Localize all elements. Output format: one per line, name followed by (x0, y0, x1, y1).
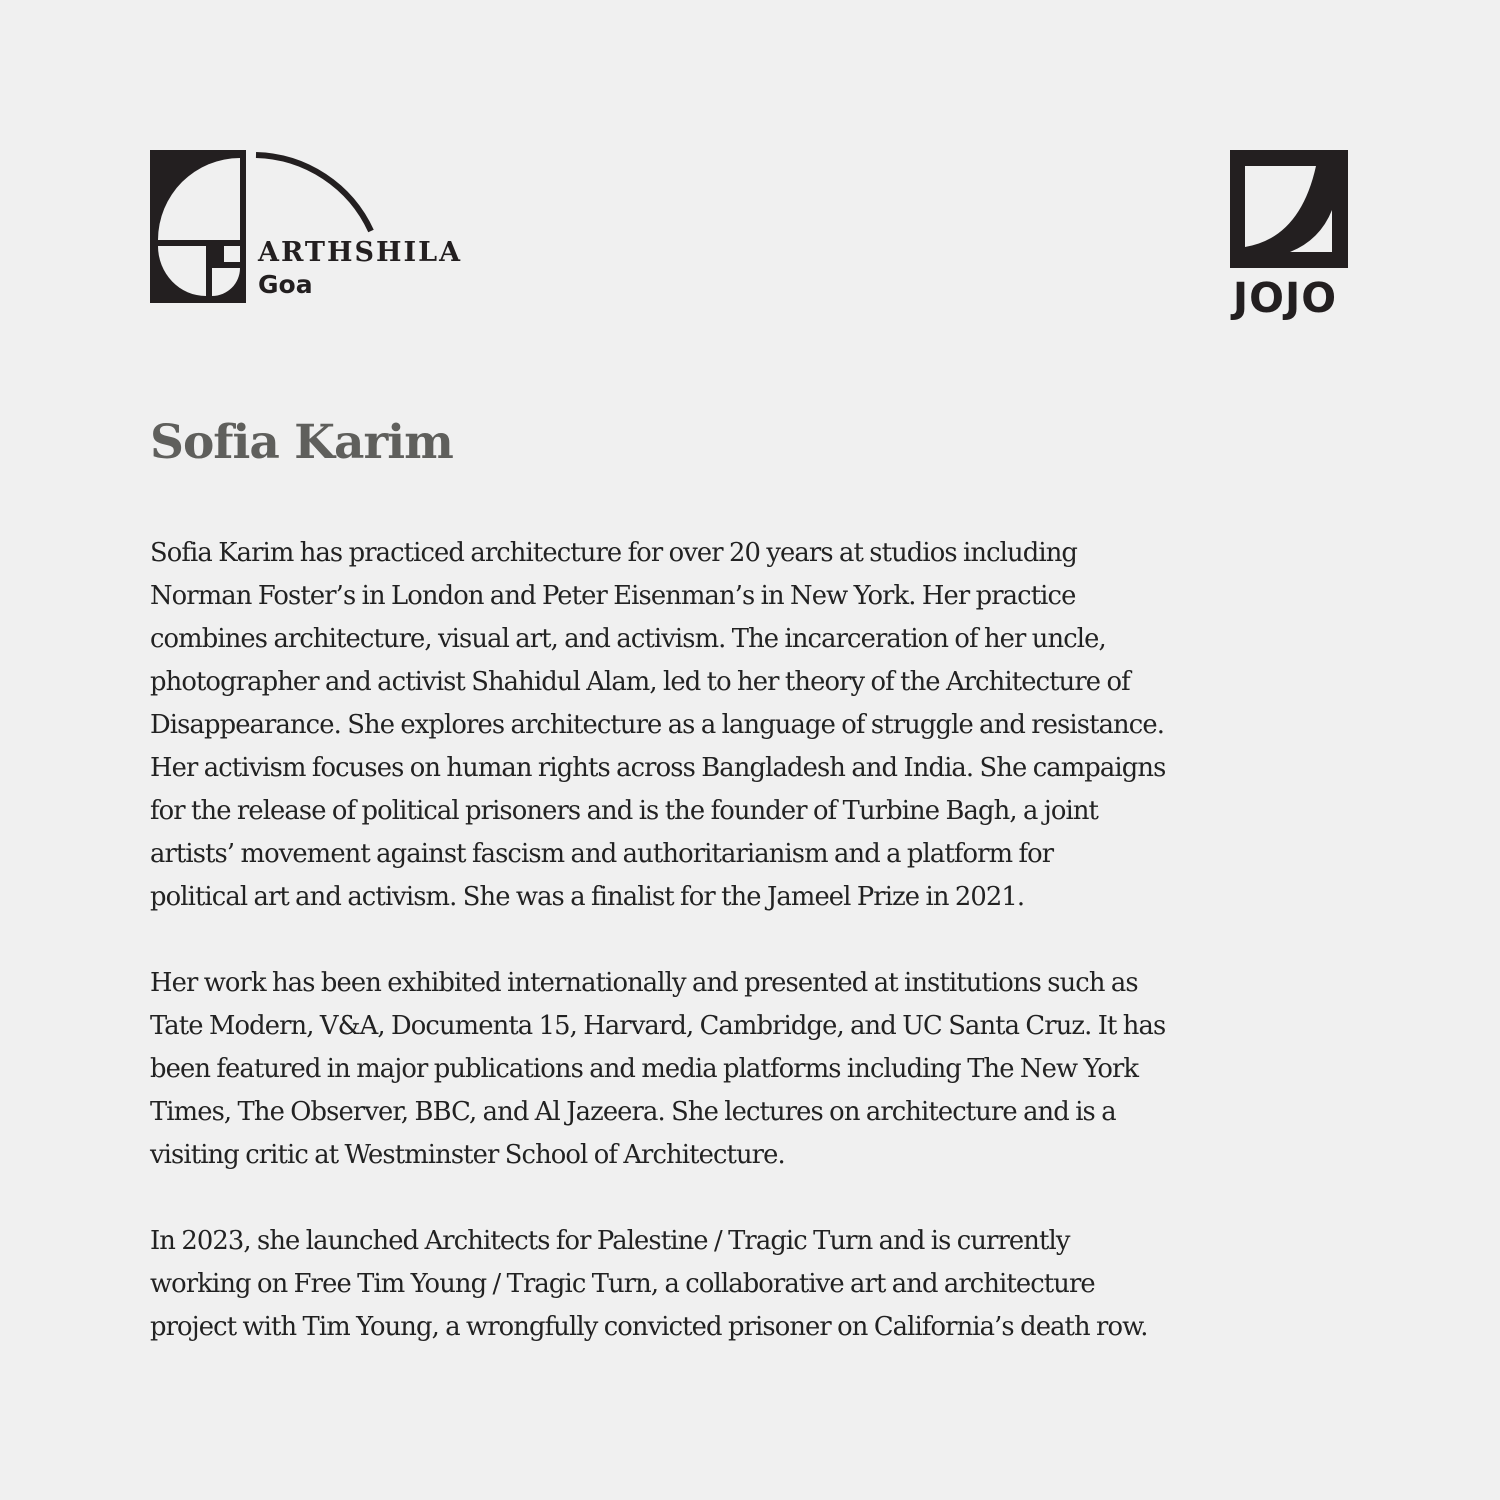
bio-paragraph-3 (150, 1220, 1380, 1349)
logo-arc (256, 155, 371, 231)
bio-line: combines architecture, visual art, and activism. The incarceration of her uncle, (150, 624, 1106, 654)
bio-line: Times, The Observer, BBC, and Al Jazeera. She lectures on architecture and is a (150, 1097, 1116, 1127)
bio-line: for the release of political prisoners and is the founder of Turbine Bagh, a joint (150, 796, 1099, 826)
bio-line: Her work has been exhibited internationally and presented at institutions such as (150, 968, 1138, 998)
bio-line: Sofia Karim has practiced architecture for over 20 years at studios including (150, 538, 1078, 568)
bio-line: Her activism focuses on human rights across Bangladesh and India. She campaigns (150, 753, 1166, 783)
bio-line: been featured in major publications and media platforms including The New York (150, 1054, 1139, 1084)
jojo-mark-icon (1230, 150, 1350, 270)
bio-line: visiting critic at Westminster School of Architecture. (150, 1140, 785, 1170)
jojo-edge (1332, 166, 1348, 268)
bio-line: project with Tim Young, a wrongfully convicted prisoner on California’s death row. (150, 1312, 1148, 1342)
bio-line: Disappearance. She explores architecture as a language of struggle and resistance. (150, 710, 1165, 740)
jojo-brand-text: JOJO (1232, 274, 1338, 322)
bio-line: photographer and activist Shahidul Alam, led to her theory of the Architecture of (150, 667, 1130, 697)
page-title: Sofia Karim (150, 415, 453, 470)
arthshila-brand-text: ARTHSHILA (258, 237, 463, 268)
arthshila-goa-logo (150, 150, 463, 310)
arthshila-city-text: Goa (258, 270, 313, 299)
bio-line: Norman Foster’s in London and Peter Eisenman’s in New York. Her practice (150, 581, 1076, 611)
jojo-logo (1220, 150, 1355, 320)
bio-line: political art and activism. She was a finalist for the Jameel Prize in 2021. (150, 882, 1025, 912)
logo-small-square (224, 246, 240, 262)
bio-paragraph-2 (150, 962, 1380, 1177)
biography (150, 532, 1380, 1392)
bio-line: artists’ movement against fascism and authoritarianism and a platform for (150, 839, 1054, 869)
bio-paragraph-1 (150, 532, 1380, 919)
bio-line: Tate Modern, V&A, Documenta 15, Harvard, Cambridge, and UC Santa Cruz. It has (150, 1011, 1166, 1041)
bio-line: working on Free Tim Young / Tragic Turn, a collaborative art and architecture (150, 1269, 1095, 1299)
bio-line: In 2023, she launched Architects for Palestine / Tragic Turn and is currently (150, 1226, 1070, 1256)
